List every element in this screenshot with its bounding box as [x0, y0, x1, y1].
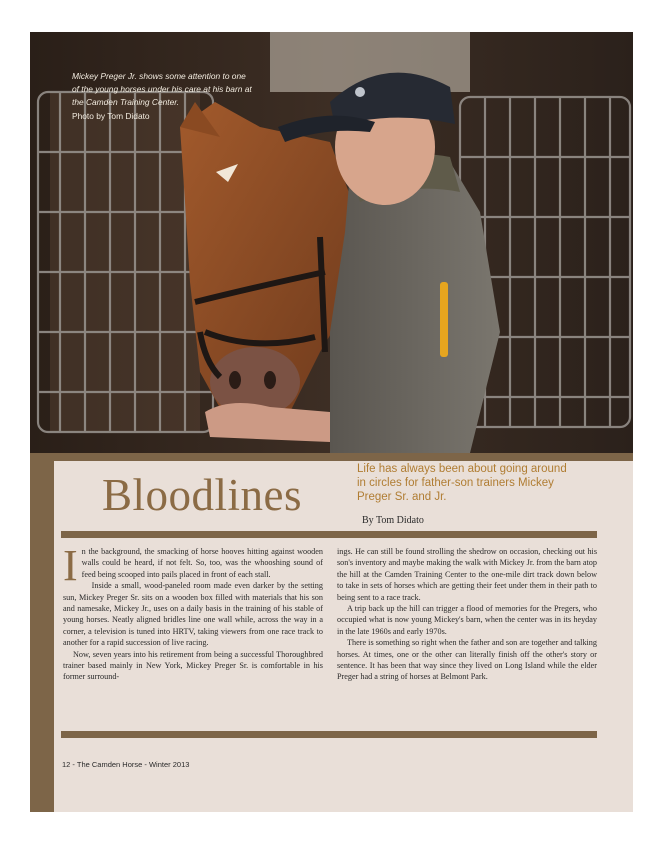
feature-photo — [30, 32, 633, 453]
paragraph-6: There is something so right when the father and son are together and talking horses. At times, one or the other can literally finish off the other's story or sentence. It has been that way since they lived on Long Island while the elder Preger had a string of horses at Belmont Park. — [337, 638, 597, 682]
article-deck: Life has always been about going around in circles for father-son trainers Mickey Preger Sr. and Jr. — [357, 463, 567, 503]
article-column-1 — [63, 541, 323, 683]
paragraph-4: ings. He can still be found strolling the shedrow on occasion, checking out his son's inventory and maybe making the walk with Mickey Jr. from the barn atop the hill at the Camden Training Center to the one-mile dirt track down below to take in sets of horses which are getting their feet under them in their path to being sent to a race track. — [337, 547, 597, 602]
paragraph-1 — [63, 541, 323, 590]
paragraph-5: A trip back up the hill can trigger a flood of memories for the Pregers, who occupied what is now young Mickey's barn, when the center was in its heyday in the late 1960s and early 1970s. — [337, 604, 597, 636]
article-title: Bloodlines — [102, 470, 303, 520]
page-footer: 12 - The Camden Horse - Winter 2013 — [62, 760, 190, 769]
paragraph-3: Now, seven years into his retirement from being a successful Thoroughbred trainer based mainly in New York, Mickey Preger Sr. is comfortable in his former surround- — [63, 649, 323, 682]
article-column-2 — [337, 546, 597, 683]
paragraph-2: Inside a small, wood-paneled room made even darker by the setting sun, Mickey Preger Sr. sits on a wooden box filled with materials that his son and namesake, Mickey Jr., uses on a daily basis in the training of his stable of young horses. Neatly aligned bridles line one wall while, across the way in a corner, a television is tuned into HRTV, taking viewers from one race track to another for a rapid succession of live racing. — [63, 581, 323, 648]
bottom-divider-rule — [61, 731, 597, 738]
top-divider-rule — [61, 531, 597, 538]
drop-cap: I — [63, 541, 78, 590]
photo-credit: Photo by Tom Didato — [72, 111, 150, 121]
photo-bottom-strip — [30, 453, 633, 461]
photo-caption — [72, 70, 252, 123]
paragraph-1-text: n the background, the smacking of horse hooves hitting against wooden walls could be heard, if not felt. So, too, was the whooshing sound of feed being scooped into pails placed in front of each stall. — [81, 547, 323, 579]
photo-caption-text: Mickey Preger Jr. shows some attention to one of the young horses under his care at his barn at the Camden Training Center. — [72, 71, 252, 107]
magazine-page — [30, 32, 633, 812]
article-byline: By Tom Didato — [362, 515, 424, 526]
